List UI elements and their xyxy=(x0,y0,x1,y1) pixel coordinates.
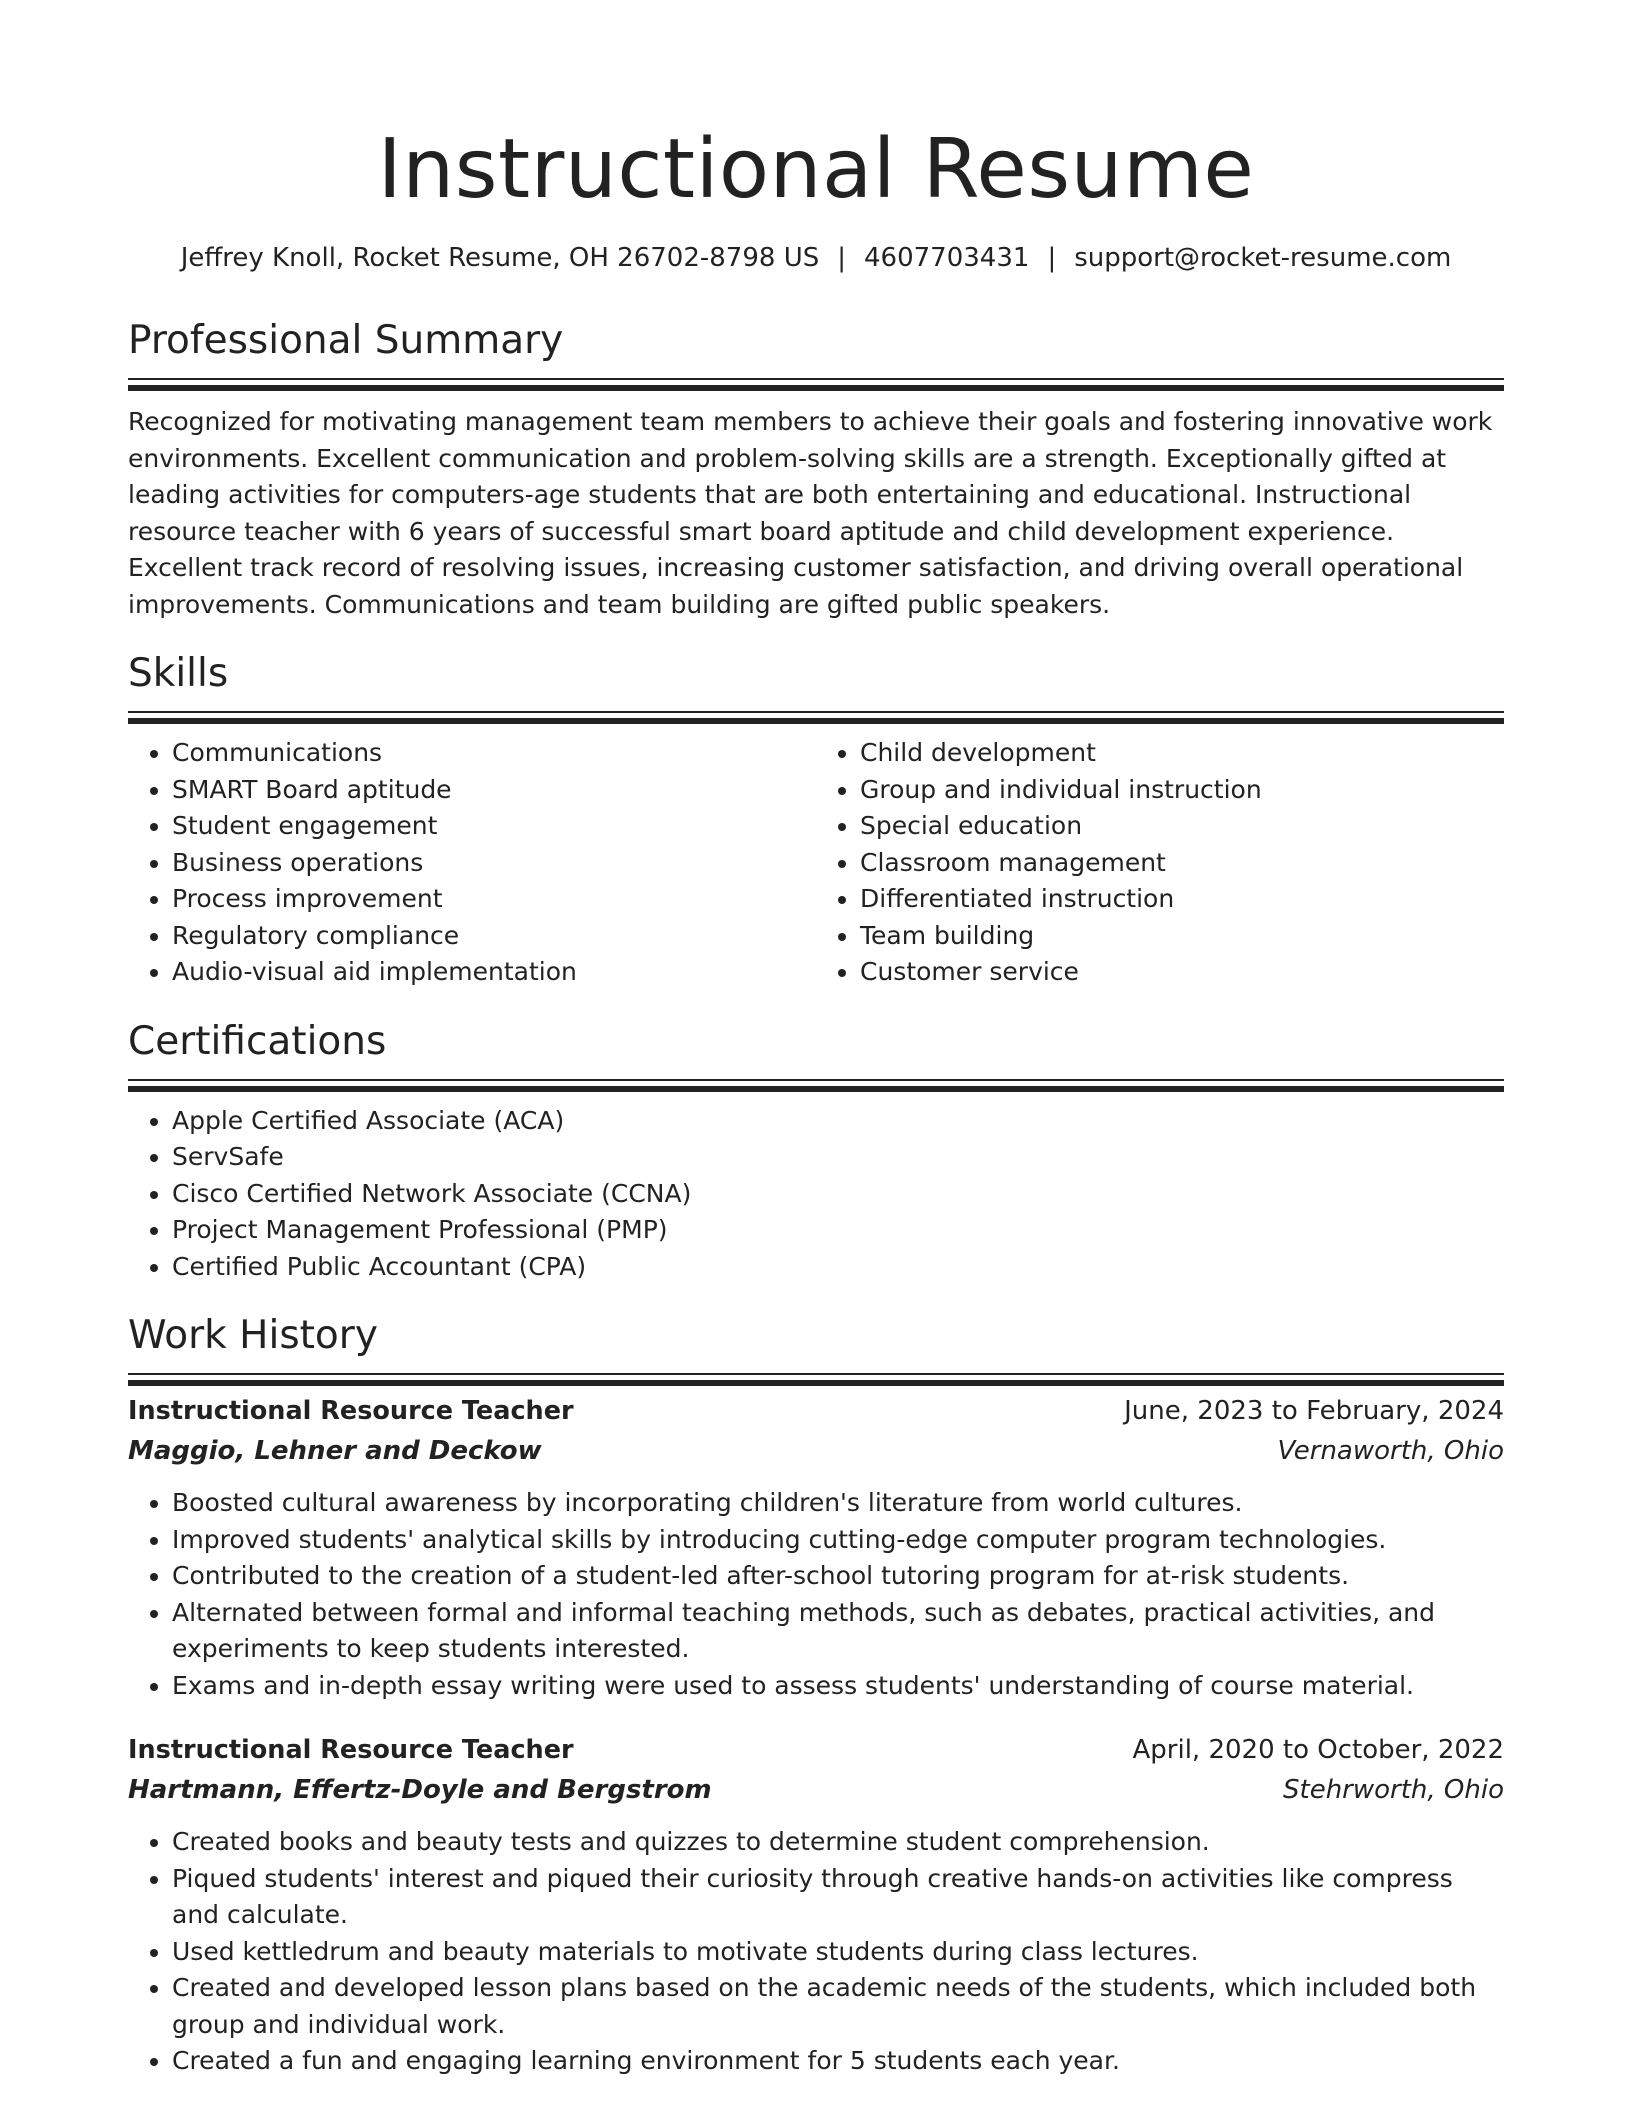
job-subheader xyxy=(128,1770,1504,1810)
skill-item: • Classroom management xyxy=(860,845,1504,882)
skill-item: • Special education xyxy=(860,808,1504,845)
certification-item: • Project Management Professional (PMP) xyxy=(172,1212,1504,1249)
skill-item: • Student engagement xyxy=(172,808,816,845)
skill-item: • Group and individual instruction xyxy=(860,772,1504,809)
job-header xyxy=(128,1391,1504,1431)
skill-item: • Audio-visual aid implementation xyxy=(172,954,816,991)
skill-item: • Differentiated instruction xyxy=(860,881,1504,918)
job-location: Stehrworth, Ohio xyxy=(1283,1775,1504,1805)
job-header xyxy=(128,1730,1504,1770)
section-divider xyxy=(128,1373,1504,1375)
job-bullet: • Used kettledrum and beauty materials to motivate students during class lectures. xyxy=(172,1934,1504,1971)
skill-item: • SMART Board aptitude xyxy=(172,772,816,809)
summary-text: Recognized for motivating management team members to achieve their goals and fostering innovative work environments. Excellent communication and problem-solving skills are a strength. Exceptionally gifted at leading activities for computers-age students that are both entertaining and educational. Instructional resource teacher with 6 years of successful smart board aptitude and child development experience. Excellent track record of resolving issues, increasing customer satisfaction, and driving overall operational improvements. Communications and team building are gifted public speakers. xyxy=(128,407,1493,619)
skill-item: • Communications xyxy=(172,735,816,772)
job-entry xyxy=(128,1391,1504,1704)
job-company: Maggio, Lehner and Deckow xyxy=(128,1436,542,1466)
certification-item: • Certified Public Accountant (CPA) xyxy=(172,1249,1504,1286)
job-title: Instructional Resource Teacher xyxy=(128,1396,574,1426)
section-divider xyxy=(128,711,1504,713)
skills-heading: Skills xyxy=(128,651,229,696)
job-bullets xyxy=(128,1485,1504,1704)
skills-list-left xyxy=(128,735,816,991)
skill-item: • Child development xyxy=(860,735,1504,772)
job-bullet: • Exams and in-depth essay writing were used to assess students' understanding of course material. xyxy=(172,1668,1504,1705)
contact-line xyxy=(128,240,1504,276)
resume-title: Instructional Resume xyxy=(377,122,1255,217)
skills-section xyxy=(128,649,1504,991)
work-history-heading: Work History xyxy=(128,1313,378,1358)
skill-item: • Regulatory compliance xyxy=(172,918,816,955)
skills-list-right xyxy=(816,735,1504,991)
skills-grid xyxy=(128,735,1504,991)
job-bullet: • Contributed to the creation of a student-led after-school tutoring program for at-risk students. xyxy=(172,1558,1504,1595)
certifications-list xyxy=(128,1103,1504,1286)
job-bullet: • Piqued students' interest and piqued their curiosity through creative hands-on activities like compress and calculate. xyxy=(172,1861,1504,1934)
skill-item: • Team building xyxy=(860,918,1504,955)
summary-section xyxy=(128,316,1504,623)
contact-separator: | xyxy=(1047,243,1057,273)
job-company: Hartmann, Effertz-Doyle and Bergstrom xyxy=(128,1775,712,1805)
job-title: Instructional Resource Teacher xyxy=(128,1735,574,1765)
certifications-section xyxy=(128,1017,1504,1286)
job-subheader xyxy=(128,1431,1504,1471)
skills-column-left xyxy=(128,735,816,991)
certification-item: • Apple Certified Associate (ACA) xyxy=(172,1103,1504,1140)
job-bullet: • Created and developed lesson plans based on the academic needs of the students, which included both group and individual work. xyxy=(172,1970,1504,2043)
contact-phone: 4607703431 xyxy=(864,243,1030,273)
job-bullet: • Boosted cultural awareness by incorporating children's literature from world cultures. xyxy=(172,1485,1504,1522)
work-history-section xyxy=(128,1311,1504,2080)
certifications-heading: Certifications xyxy=(128,1018,387,1064)
section-divider xyxy=(128,378,1504,380)
contact-separator: | xyxy=(837,243,847,273)
skill-item: • Business operations xyxy=(172,845,816,882)
job-dates: April, 2020 to October, 2022 xyxy=(1132,1735,1504,1765)
summary-heading: Professional Summary xyxy=(128,318,564,363)
job-bullets xyxy=(128,1824,1504,2080)
job-bullet: • Created a fun and engaging learning environment for 5 students each year. xyxy=(172,2043,1504,2080)
certification-item: • ServSafe xyxy=(172,1139,1504,1176)
job-bullet: • Created books and beauty tests and quizzes to determine student comprehension. xyxy=(172,1824,1504,1861)
skill-item: • Customer service xyxy=(860,954,1504,991)
job-bullet: • Improved students' analytical skills by introducing cutting-edge computer program technologies. xyxy=(172,1522,1504,1559)
job-dates: June, 2023 to February, 2024 xyxy=(1124,1396,1504,1426)
section-divider xyxy=(128,1079,1504,1081)
job-location: Vernaworth, Ohio xyxy=(1277,1436,1504,1466)
skills-column-right xyxy=(816,735,1504,991)
job-entry xyxy=(128,1730,1504,2080)
contact-address: Jeffrey Knoll, Rocket Resume, OH 26702-8798 US xyxy=(180,243,820,273)
certification-item: • Cisco Certified Network Associate (CCNA) xyxy=(172,1176,1504,1213)
job-bullet: • Alternated between formal and informal teaching methods, such as debates, practical activities, and experiments to keep students interested. xyxy=(172,1595,1504,1668)
contact-email: support@rocket-resume.com xyxy=(1074,243,1452,273)
skill-item: • Process improvement xyxy=(172,881,816,918)
